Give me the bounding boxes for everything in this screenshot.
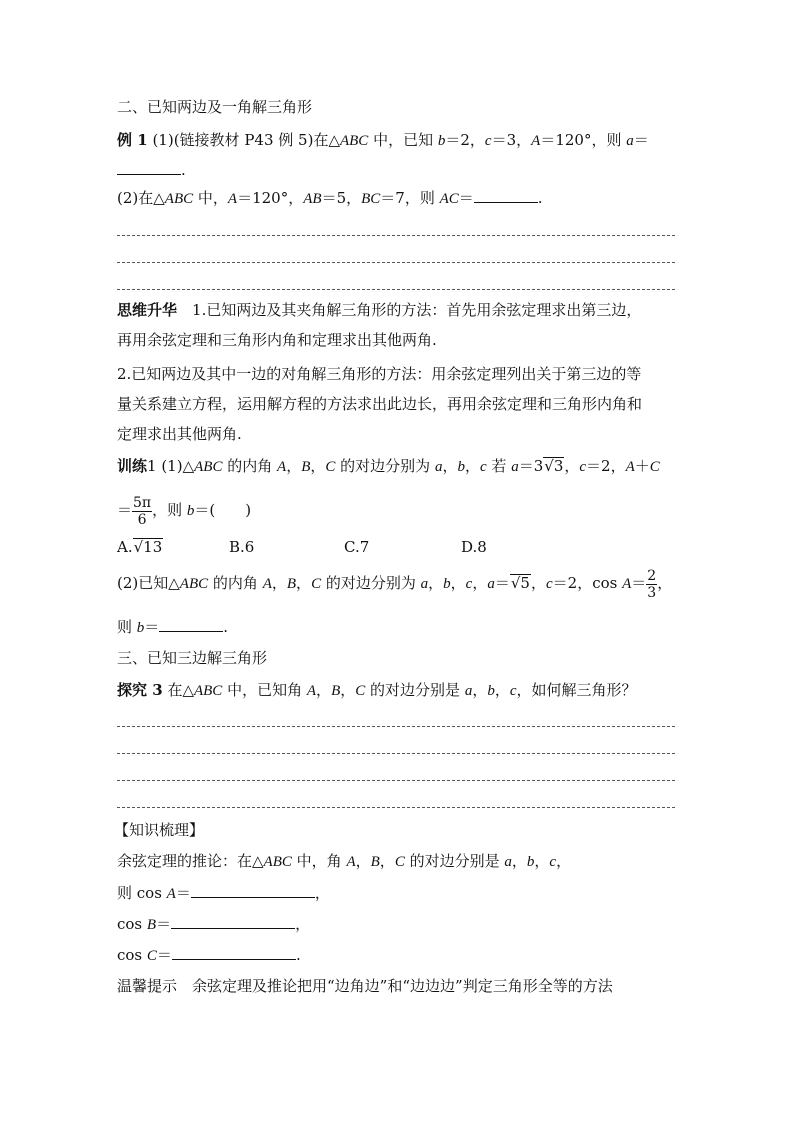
thinking-line-2: 再用余弦定理和三角形内角和定理求出其他两角. — [117, 331, 437, 349]
answer-dotted-line[interactable] — [117, 780, 675, 781]
answer-dotted-line[interactable] — [117, 726, 675, 727]
section-heading: 二、已知两边及一角解三角形 — [117, 98, 313, 116]
knowledge-line-cos-c: cos C＝ . — [117, 946, 301, 964]
fraction: $\frac{2}{3}$ — [647, 567, 657, 601]
option-a[interactable]: A.√13 — [117, 538, 163, 556]
answer-blank-line: . — [117, 160, 186, 180]
exercise-1-part-2: (2)已知△ABC 的内角 A，B，C 的对边分别为 a，b，c，a＝√5，c＝2，cos A＝ $\frac{2}{3}$ ， — [117, 567, 673, 601]
answer-dotted-line[interactable] — [117, 262, 675, 263]
example-1-part-1: 例 1 (1)(链接教材 P43 例 5)在△ABC 中，已知 b＝2，c＝3，A＝120°，则 a＝ — [117, 131, 649, 149]
thinking-line-5: 定理求出其他两角. — [117, 425, 242, 443]
option-b[interactable]: B.6 — [229, 538, 255, 556]
thinking-label: 思维升华 — [117, 301, 178, 319]
option-c[interactable]: C.7 — [344, 538, 370, 556]
answer-blank[interactable] — [191, 883, 315, 898]
thinking-line-4: 量关系建立方程，运用解方程的方法求出此边长，再用余弦定理和三角形内角和 — [117, 395, 643, 413]
section-heading: 三、已知三边解三角形 — [117, 649, 268, 667]
knowledge-heading: 【知识梳理】 — [114, 821, 205, 839]
exercise-1-line-2: ＝ $\frac{5\pi}{6}$ ，则 b＝( ) — [117, 494, 252, 528]
answer-dotted-line[interactable] — [117, 289, 675, 290]
option-d[interactable]: D.8 — [461, 538, 487, 556]
answer-dotted-line[interactable] — [117, 753, 675, 754]
answer-blank[interactable] — [171, 914, 295, 929]
explore-3: 探究 3 在△ABC 中，已知角 A，B，C 的对边分别是 a，b，c，如何解三角形？ — [117, 681, 637, 699]
fraction: $\frac{5\pi}{6}$ — [133, 494, 152, 528]
answer-blank[interactable] — [474, 188, 538, 203]
answer-dotted-line[interactable] — [117, 807, 675, 808]
example-label: 例 1 — [117, 131, 148, 149]
answer-blank[interactable] — [172, 945, 296, 960]
answer-dotted-line[interactable] — [117, 235, 675, 236]
tip-line: 温馨提示 余弦定理及推论把用“边角边”和“边边边”判定三角形全等的方法 — [117, 977, 613, 995]
exercise-1-part-2-answer: 则 b＝ . — [117, 618, 229, 636]
exercise-label: 训练 — [117, 457, 148, 475]
example-1-part-2: (2)在△ABC 中，A＝120°，AB＝5，BC＝7，则 AC＝ . — [117, 189, 543, 207]
thinking-line-3: 2.已知两边及其中一边的对角解三角形的方法：用余弦定理列出关于第三边的等 — [117, 365, 642, 383]
exercise-1-line-1: 训练1 (1)△ABC 的内角 A，B，C 的对边分别为 a，b，c 若 a＝3√3，c＝2，A＋C — [117, 457, 660, 475]
answer-blank[interactable] — [159, 617, 223, 632]
tip-label: 温馨提示 — [117, 977, 178, 995]
answer-blank[interactable] — [117, 160, 181, 175]
sqrt-radical: √3 — [544, 457, 564, 475]
knowledge-line-1: 余弦定理的推论：在△ABC 中，角 A，B，C 的对边分别是 a，b，c， — [117, 852, 572, 870]
knowledge-line-cos-a: 则 cos A＝ ， — [117, 884, 330, 902]
knowledge-line-cos-b: cos B＝ ， — [117, 915, 311, 933]
explore-label: 探究 3 — [117, 681, 163, 699]
thinking-line-1: 思维升华 1.已知两边及其夹角解三角形的方法：首先用余弦定理求出第三边， — [117, 301, 642, 319]
